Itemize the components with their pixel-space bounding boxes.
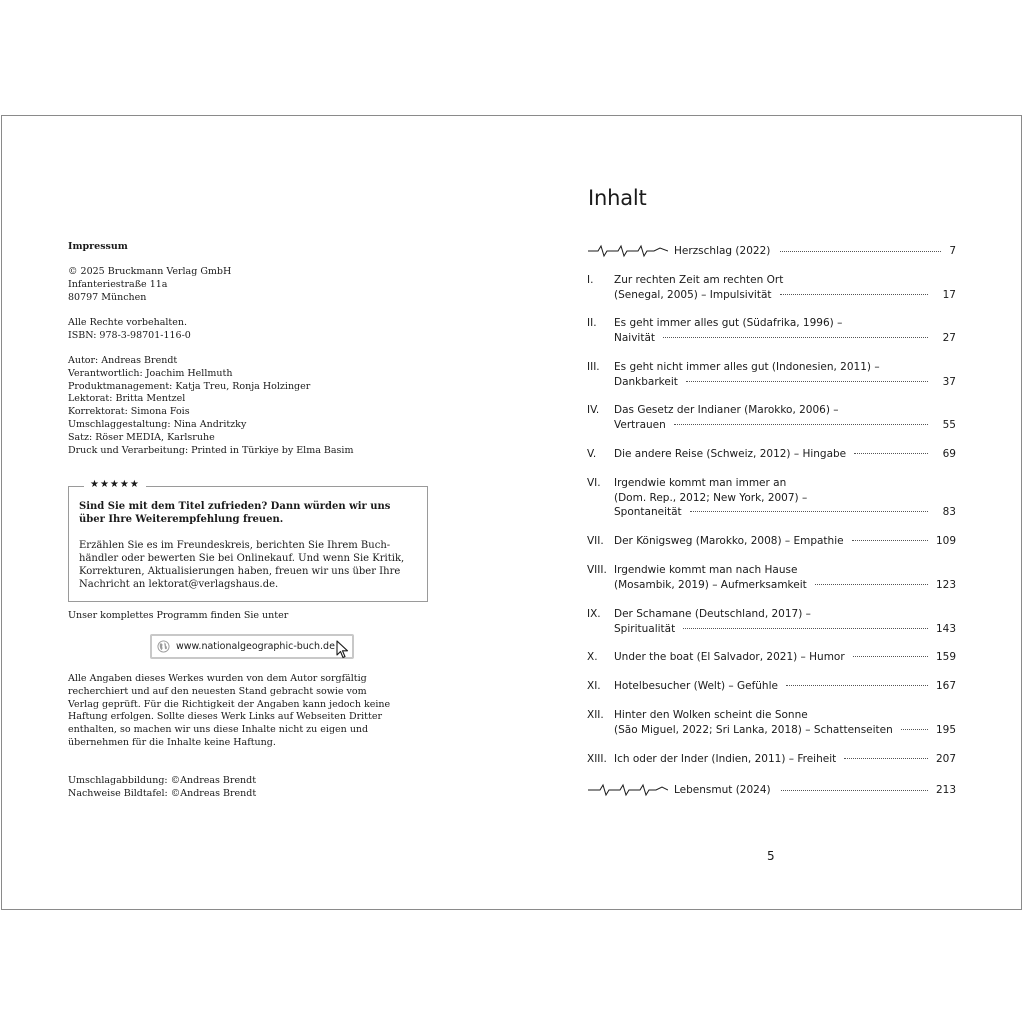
toc-chapter-title [614, 752, 934, 767]
toc-title-line [614, 418, 934, 433]
toc-title-text: Es geht nicht immer alles gut (Indonesien, 2011) – [614, 361, 880, 373]
toc-title-text: Spiritualität [614, 622, 676, 635]
program-text: Unser komplettes Programm finden Sie unter [68, 610, 289, 621]
toc-title-text: Spontaneität [614, 506, 682, 519]
toc-chapter-title [614, 607, 934, 636]
toc-page-number: 207 [935, 753, 956, 765]
toc-outro-page: 213 [935, 784, 956, 796]
image-credits: Umschlagabbildung: ©Andreas Brendt Nachweise Bildtafel: ©Andreas Brendt [68, 775, 257, 799]
dot-leader [663, 337, 928, 338]
toc-title-line [614, 622, 934, 637]
toc-title-line [614, 273, 934, 288]
website-link-button[interactable] [150, 634, 354, 659]
toc-outro-entry [588, 781, 956, 799]
toc-title-line [614, 288, 934, 303]
toc-chapter-number: II. [587, 317, 597, 329]
dot-leader [853, 656, 928, 657]
toc-entry [587, 316, 956, 345]
toc-entry [587, 447, 956, 462]
rights-isbn: Alle Rechte vorbehalten. ISBN: 978-3-98701-116-0 [68, 317, 191, 341]
toc-entry [587, 752, 956, 767]
toc-entry [587, 708, 956, 737]
dot-leader [690, 511, 928, 512]
toc-page-number: 123 [935, 578, 956, 591]
toc-chapter-title [614, 534, 934, 549]
publisher-address: © 2025 Bruckmann Verlag GmbH Infanteriestraße 11a 80797 München [68, 266, 232, 303]
toc-title-text: Hotelbesucher (Welt) – Gefühle [614, 680, 778, 692]
toc-page-number: 55 [942, 418, 956, 431]
heartbeat-icon [588, 783, 668, 797]
toc-title-text: Die andere Reise (Schweiz, 2012) – Hingabe [614, 448, 847, 460]
dot-leader [854, 453, 928, 454]
toc-title-line [614, 375, 934, 390]
toc-title-text: Der Königsweg (Marokko, 2008) – Empathie [614, 535, 844, 547]
toc-page-number: 69 [942, 448, 956, 460]
toc-title-text: Es geht immer alles gut (Südafrika, 1996) – [614, 317, 843, 329]
toc-title-text: Irgendwie kommt man nach Hause [614, 564, 798, 576]
toc-chapter-number: XI. [587, 680, 601, 692]
liability-disclaimer: Alle Angaben dieses Werkes wurden von dem Autor sorgfältig recherchiert und auf den neuesten Stand gebracht sowie vom Verlag geprüft. Für die Richtigkeit der Angaben kann jedoch keine Haftung erfolgen. Sollte dieses Werk Links auf Webseiten Dritter enthalten, so machen wir uns diese Inhalte nicht zu eigen und übernehmen für die Inhalte keine Haftung. [68, 673, 391, 748]
toc-chapter-title [614, 476, 934, 520]
toc-intro-page: 7 [949, 245, 956, 257]
toc-title-line [614, 476, 934, 491]
toc-page-number: 17 [942, 288, 956, 301]
toc-title-line [614, 563, 934, 578]
toc-chapter-title [614, 447, 934, 462]
dot-leader [844, 758, 928, 759]
toc-chapter-title [614, 403, 934, 432]
toc-page-number: 109 [935, 535, 956, 547]
dot-leader [852, 540, 928, 541]
toc-title-text: Naivität [614, 331, 656, 344]
toc-entry [587, 476, 956, 520]
toc-title-text: Irgendwie kommt man immer an [614, 477, 787, 489]
toc-title-line [614, 679, 934, 694]
toc-title-text: Dankbarkeit [614, 375, 678, 388]
toc-entry [587, 650, 956, 665]
toc-title-line [614, 534, 934, 549]
toc-entry [587, 360, 956, 389]
toc-page-number: 167 [935, 680, 956, 692]
dot-leader [686, 381, 928, 382]
rating-body: Erzählen Sie es im Freundeskreis, berichten Sie Ihrem Buch- händler oder bewerten Sie bei Onlinekauf. Und wenn Sie Kritik, Korrekturen, Aktualisierungen haben, freuen wir uns über Ihre Nachricht an lektorat@verlagshaus.de. [79, 540, 405, 590]
dot-leader [780, 251, 941, 252]
toc-title-line [614, 331, 934, 346]
toc-title-line [614, 723, 934, 738]
toc-title-text: (Dom. Rep., 2012; New York, 2007) – [614, 491, 808, 504]
toc-chapter-number: VI. [587, 477, 601, 489]
toc-title-line [614, 650, 934, 665]
star-rating-icon: ★★★★★ [84, 478, 146, 492]
toc-title-line [614, 505, 934, 520]
toc-intro-label: Herzschlag (2022) [674, 245, 771, 257]
toc-page-number: 27 [942, 331, 956, 344]
dot-leader [901, 729, 928, 730]
toc-chapter-number: XIII. [587, 753, 607, 765]
toc-chapter-title [614, 273, 934, 302]
toc-title-line [614, 316, 934, 331]
toc-page-number: 195 [935, 723, 956, 736]
toc-chapter-number: VII. [587, 535, 604, 547]
toc-entry [587, 607, 956, 636]
toc-chapter-title [614, 650, 934, 665]
toc-chapter-number: VIII. [587, 564, 607, 576]
globe-icon [157, 640, 170, 653]
toc-chapter-number: X. [587, 651, 598, 663]
toc-title-text: (Mosambik, 2019) – Aufmerksamkeit [614, 578, 807, 591]
toc-title: Inhalt [588, 186, 647, 210]
toc-chapter-title [614, 708, 934, 737]
toc-title-line [614, 607, 934, 622]
toc-title-text: (São Miguel, 2022; Sri Lanka, 2018) – Schattenseiten [614, 723, 893, 736]
toc-title-text: Der Schamane (Deutschland, 2017) – [614, 608, 811, 620]
heartbeat-icon [588, 244, 668, 258]
toc-entry [587, 563, 956, 592]
toc-title-text: Vertrauen [614, 418, 666, 431]
dot-leader [815, 584, 928, 585]
toc-title-text: Zur rechten Zeit am rechten Ort [614, 274, 784, 286]
rating-headline: Sind Sie mit dem Titel zufrieden? Dann würden wir uns über Ihre Weiterempfehlung freuen. [79, 501, 391, 525]
toc-chapter-title [614, 360, 934, 389]
toc-page-number: 83 [942, 506, 956, 519]
toc-title-line [614, 447, 934, 462]
page-number: 5 [767, 849, 775, 863]
dot-leader [781, 790, 928, 791]
toc-title-line [614, 360, 934, 375]
toc-chapter-number: III. [587, 361, 600, 373]
toc-chapter-number: I. [587, 274, 594, 286]
toc-title-text: Ich oder der Inder (Indien, 2011) – Freiheit [614, 753, 837, 765]
toc-chapter-number: IV. [587, 404, 600, 416]
mouse-pointer-icon [336, 640, 350, 660]
toc-chapter-number: XII. [587, 709, 604, 721]
toc-page-number: 37 [942, 375, 956, 388]
website-url: www.nationalgeographic-buch.de [176, 641, 335, 652]
dot-leader [683, 628, 928, 629]
toc-entry [587, 679, 956, 694]
toc-page-number: 159 [935, 651, 956, 663]
toc-chapter-number: IX. [587, 608, 601, 620]
dot-leader [780, 294, 928, 295]
toc-page-number: 143 [935, 622, 956, 635]
toc-entry [587, 534, 956, 549]
toc-title-line [614, 578, 934, 593]
toc-title-line [614, 708, 934, 723]
toc-title-text: Das Gesetz der Indianer (Marokko, 2006) – [614, 404, 839, 416]
toc-entry [587, 403, 956, 432]
production-credits: Autor: Andreas Brendt Verantwortlich: Joachim Hellmuth Produktmanagement: Katja Treu, Ronja Holzinger Lektorat: Britta Mentzel Korrektorat: Simona Fois Umschlaggestaltung: Nina Andritzky Satz: Röser MEDIA, Karlsruhe Druck und Verarbeitung: Printed in Türkiye by Elma Basim [68, 355, 354, 456]
toc-title-line [614, 491, 934, 506]
toc-title-line [614, 752, 934, 767]
impressum-title: Impressum [68, 241, 128, 252]
toc-title-line [614, 403, 934, 418]
toc-chapter-title [614, 316, 934, 345]
dot-leader [786, 685, 928, 686]
toc-outro-label: Lebensmut (2024) [674, 784, 771, 796]
toc-chapter-title [614, 679, 934, 694]
dot-leader [674, 424, 928, 425]
toc-title-text: Hinter den Wolken scheint die Sonne [614, 709, 808, 721]
toc-intro-entry [588, 242, 956, 260]
toc-chapter-title [614, 563, 934, 592]
toc-title-text: (Senegal, 2005) – Impulsivität [614, 288, 772, 301]
toc-title-text: Under the boat (El Salvador, 2021) – Humor [614, 651, 845, 663]
toc-chapter-number: V. [587, 448, 597, 460]
toc-entry [587, 273, 956, 302]
